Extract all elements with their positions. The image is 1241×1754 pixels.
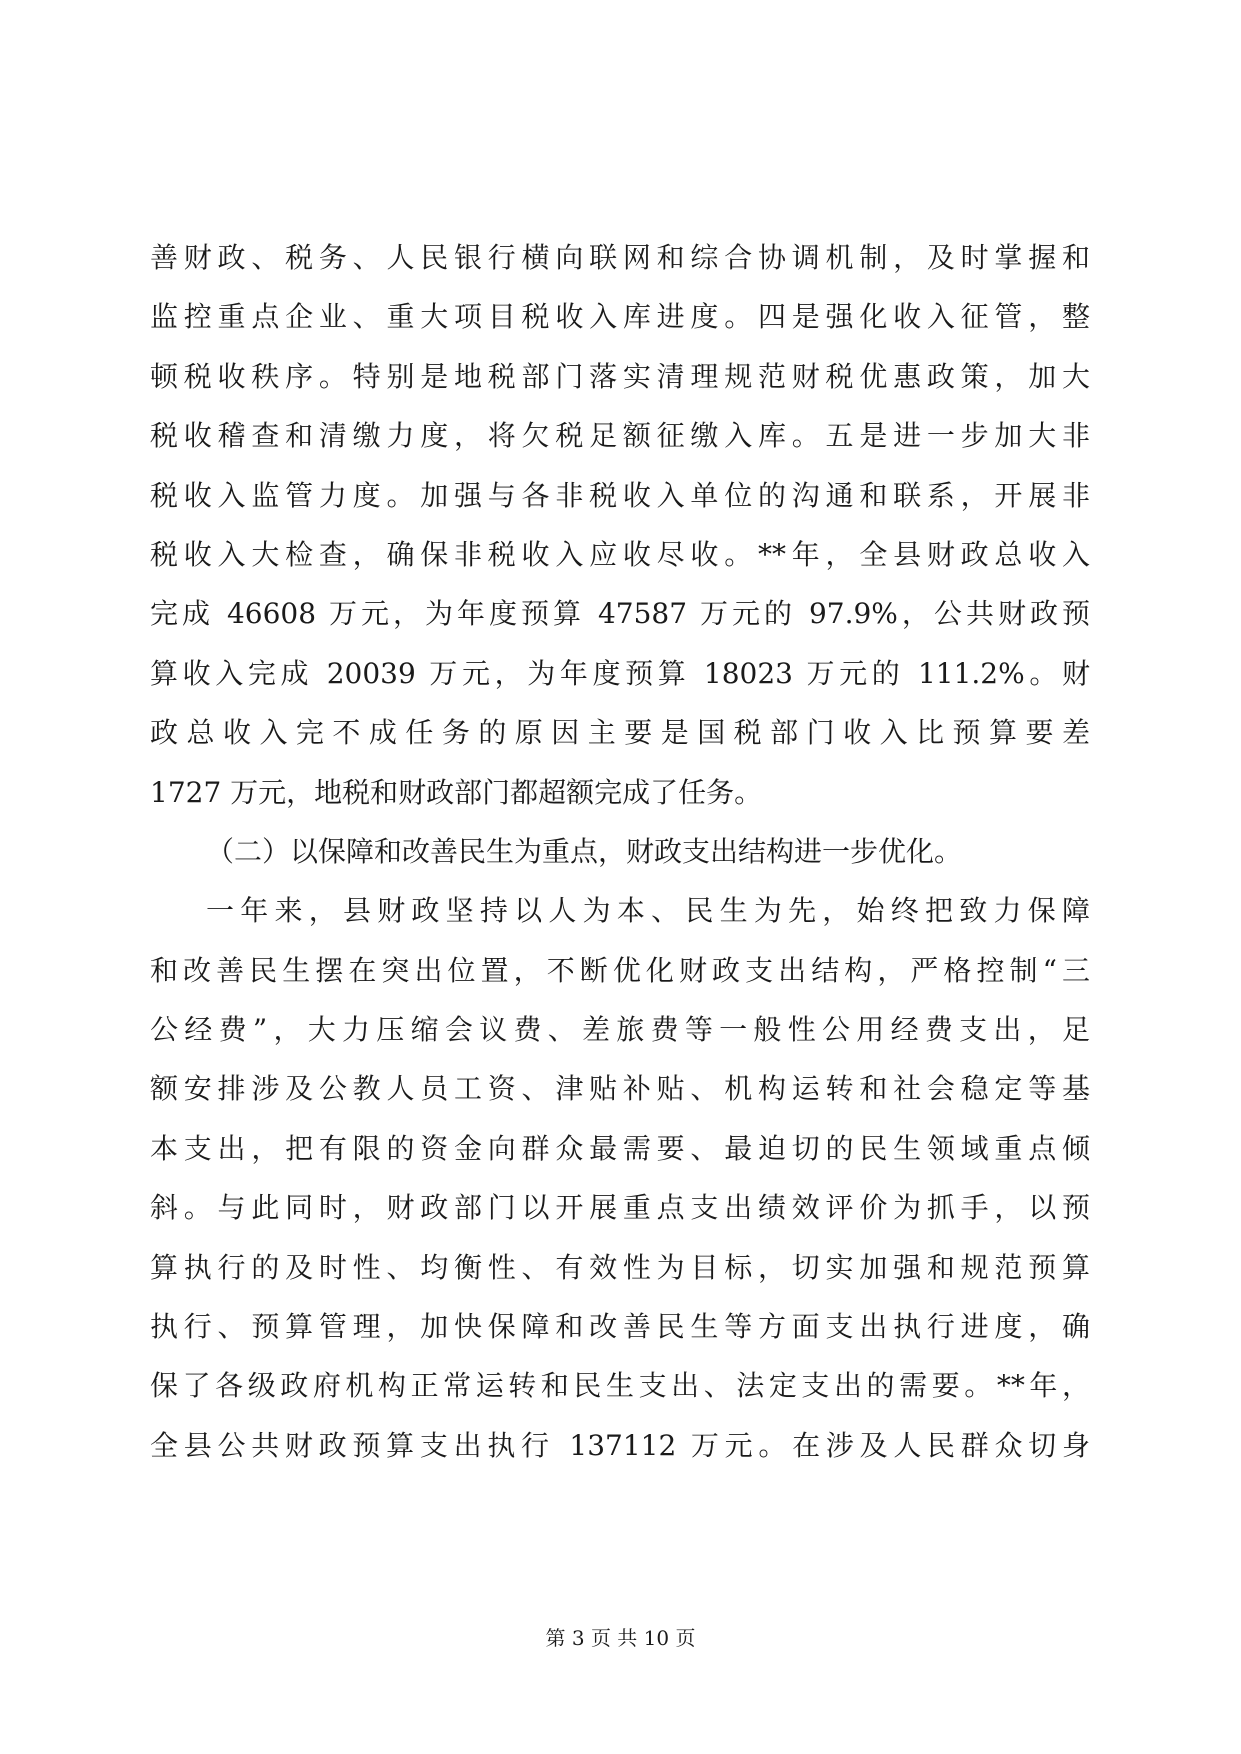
- text-line: 税收稽查和清缴力度，将欠税足额征缴入库。五是进一步加大非: [150, 419, 1090, 453]
- text-line: 税收入监管力度。加强与各非税收入单位的沟通和联系，开展非: [150, 478, 1090, 512]
- body-text: [150, 228, 1090, 1475]
- text-line: 全县公共财政预算支出执行 137112 万元。在涉及人民群众切身: [150, 1428, 1090, 1462]
- text-line: 本支出，把有限的资金向群众最需要、最迫切的民生领域重点倾: [150, 1131, 1090, 1165]
- text-line: 斜。与此同时，财政部门以开展重点支出绩效评价为抓手，以预: [150, 1191, 1090, 1225]
- text-line: 保了各级政府机构正常运转和民生支出、法定支出的需要。**年，: [150, 1369, 1090, 1403]
- text-line: 执行、预算管理，加快保障和改善民生等方面支出执行进度，确: [150, 1310, 1090, 1344]
- text-line: 完成 46608 万元，为年度预算 47587 万元的 97.9%，公共财政预: [150, 597, 1090, 631]
- text-line: 算执行的及时性、均衡性、有效性为目标，切实加强和规范预算: [150, 1250, 1090, 1284]
- page-number-footer: 第 3 页 共 10 页: [545, 1626, 696, 1650]
- text-line: 税收入大检查，确保非税收入应收尽收。**年，全县财政总收入: [150, 537, 1090, 571]
- text-line: 和改善民生摆在突出位置，不断优化财政支出结构，严格控制“三: [150, 953, 1090, 987]
- text-line: 额安排涉及公教人员工资、津贴补贴、机构运转和社会稳定等基: [150, 1072, 1090, 1106]
- text-line: 算收入完成 20039 万元，为年度预算 18023 万元的 111.2%。财: [150, 656, 1090, 690]
- text-line: 顿税收秩序。特别是地税部门落实清理规范财税优惠政策，加大: [150, 359, 1090, 393]
- text-line: 政总收入完不成任务的原因主要是国税部门收入比预算要差: [150, 716, 1090, 750]
- text-line: 公经费”，大力压缩会议费、差旅费等一般性公用经费支出，足: [150, 1013, 1090, 1047]
- text-line: 一年来，县财政坚持以人为本、民生为先，始终把致力保障: [206, 894, 1090, 928]
- text-line: 监控重点企业、重大项目税收入库进度。四是强化收入征管，整: [150, 300, 1090, 334]
- text-line: 善财政、税务、人民银行横向联网和综合协调机制，及时掌握和: [150, 241, 1090, 274]
- section-heading: （二）以保障和改善民生为重点，财政支出结构进一步优化。: [206, 834, 963, 868]
- text-line: 1727 万元，地税和财政部门都超额完成了任务。: [150, 775, 763, 809]
